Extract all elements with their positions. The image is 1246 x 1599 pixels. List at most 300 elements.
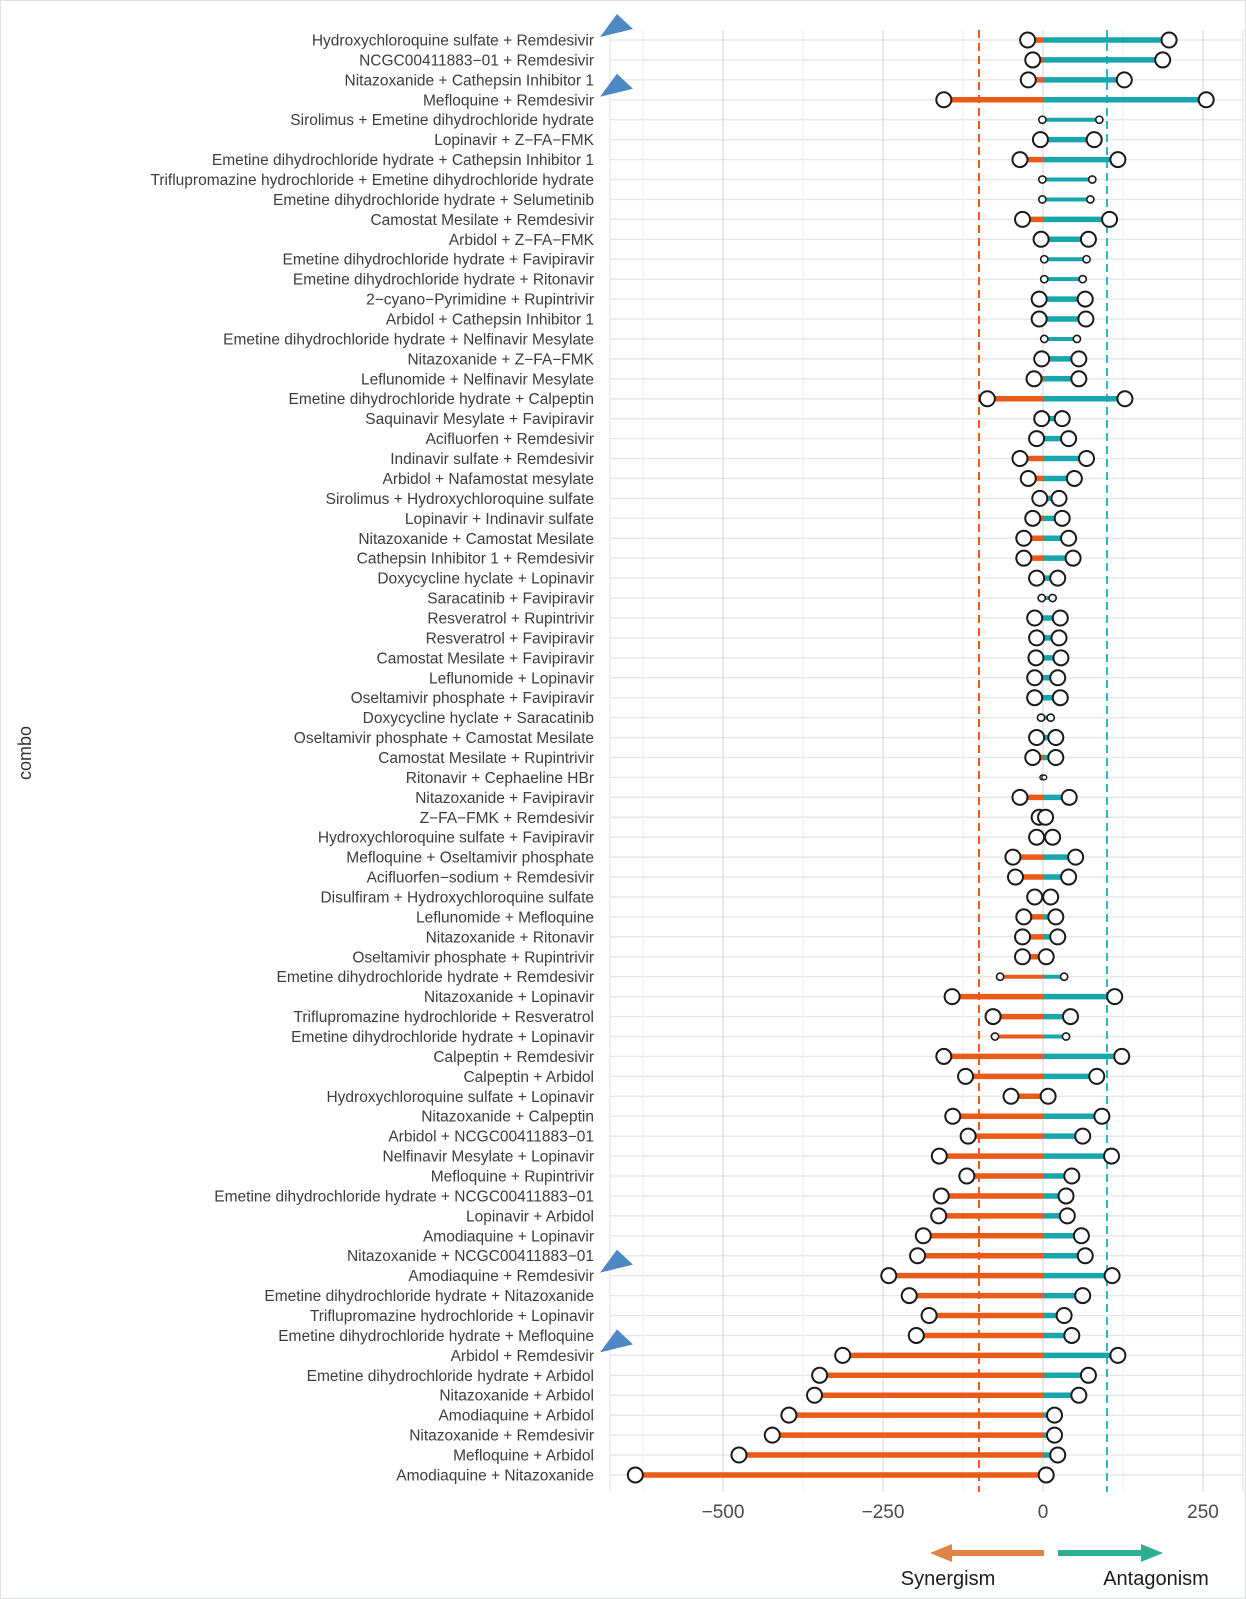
row-label: Arbidol + Z−FA−FMK xyxy=(448,231,594,249)
dumbbell-row xyxy=(881,1268,1119,1283)
row-label: Triflupromazine hydrochloride + Lopinavir xyxy=(309,1308,594,1326)
dumbbell-row xyxy=(1016,909,1063,924)
synergism-point xyxy=(1021,72,1036,87)
synergism-point xyxy=(1041,276,1048,283)
antagonism-point xyxy=(1053,690,1068,705)
row-label: Nelfinavir Mesylate + Lopinavir xyxy=(382,1148,594,1166)
row-label: NCGC00411883−01 + Remdesivir xyxy=(359,52,594,70)
antagonism-point xyxy=(1038,810,1053,825)
antagonism-point xyxy=(1075,1129,1090,1144)
synergism-point xyxy=(1027,371,1042,386)
row-label: Indinavir sulfate + Remdesivir xyxy=(390,451,594,469)
x-tick-label: 0 xyxy=(1037,1502,1049,1523)
row-label: Emetine dihydrochloride hydrate + Nitazoxanide xyxy=(264,1288,594,1306)
dumbbell-row xyxy=(1032,312,1094,327)
row-label: Nitazoxanide + Arbidol xyxy=(439,1387,594,1405)
antagonism-point xyxy=(1087,196,1094,203)
synergism-point xyxy=(1032,491,1047,506)
antagonism-point xyxy=(1078,312,1093,327)
antagonism-point xyxy=(1078,292,1093,307)
dumbbell-row xyxy=(1032,810,1053,825)
dumbbell-row xyxy=(931,1208,1075,1223)
antagonism-point xyxy=(1117,391,1132,406)
synergism-point xyxy=(1034,232,1049,247)
antagonism-point xyxy=(1064,1328,1079,1343)
row-label: Resveratrol + Rupintrivir xyxy=(427,610,594,628)
row-label: Disulfiram + Hydroxychloroquine sulfate xyxy=(320,889,594,907)
row-label: Mefloquine + Arbidol xyxy=(453,1447,594,1465)
dumbbell-row xyxy=(1025,750,1063,765)
antagonism-point xyxy=(1047,714,1054,721)
row-label: Emetine dihydrochloride hydrate + Lopinavir xyxy=(291,1029,594,1046)
row-label: Nitazoxanide + NCGC00411883−01 xyxy=(346,1248,594,1266)
dumbbell-row xyxy=(1039,196,1094,203)
dumbbell-row xyxy=(1041,335,1081,342)
synergism-point xyxy=(1034,411,1049,426)
antagonism-point xyxy=(1043,889,1058,904)
dumbbell-row xyxy=(1015,949,1054,964)
dumbbell-row xyxy=(1005,850,1083,865)
highlight-triangle-icon xyxy=(600,1329,633,1352)
antagonism-point xyxy=(1064,1169,1079,1184)
synergism-point xyxy=(1025,52,1040,67)
dumbbell-row xyxy=(1041,256,1090,263)
row-label: Emetine dihydrochloride hydrate + Mefloquine xyxy=(278,1327,594,1345)
synergism-point xyxy=(1041,335,1048,342)
dumbbell-row xyxy=(1034,411,1069,426)
antagonism-point xyxy=(1061,973,1068,980)
antagonism-point xyxy=(1078,1248,1093,1263)
row-label: Mefloquine + Rupintrivir xyxy=(430,1168,594,1186)
synergism-point xyxy=(1041,256,1048,263)
antagonism-point xyxy=(1050,571,1065,586)
dumbbell-row xyxy=(1008,870,1076,885)
dumbbell-row xyxy=(936,92,1213,107)
row-label: Ritonavir + Cephaeline HBr xyxy=(405,769,594,787)
row-label: Arbidol + NCGC00411883−01 xyxy=(388,1128,594,1146)
antagonism-point xyxy=(1048,730,1063,745)
synergism-point xyxy=(910,1248,925,1263)
row-label: Sirolimus + Hydroxychloroquine sulfate xyxy=(325,490,594,508)
dumbbell-row xyxy=(628,1467,1054,1482)
dumbbell-row xyxy=(909,1328,1080,1343)
synergism-point xyxy=(1027,889,1042,904)
highlight-markers xyxy=(600,14,633,1352)
synergism-point xyxy=(922,1308,937,1323)
synergism-point xyxy=(1025,750,1040,765)
row-label: Amodiaquine + Nitazoxanide xyxy=(396,1467,594,1485)
legend-synergism-label: Synergism xyxy=(900,1568,996,1590)
row-label: Arbidol + Nafamostat mesylate xyxy=(382,470,594,488)
row-label: Lopinavir + Arbidol xyxy=(466,1208,594,1226)
antagonism-point xyxy=(1055,511,1070,526)
synergism-point xyxy=(1015,929,1030,944)
x-axis xyxy=(702,1502,1219,1523)
synergism-point xyxy=(958,1069,973,1084)
synergism-point xyxy=(997,973,1004,980)
dumbbell-row xyxy=(932,1149,1119,1164)
synergism-point xyxy=(835,1348,850,1363)
antagonism-point xyxy=(1049,594,1056,601)
row-label: Cathepsin Inhibitor 1 + Remdesivir xyxy=(356,550,594,568)
antagonism-point xyxy=(1066,551,1081,566)
antagonism-point xyxy=(1062,790,1077,805)
antagonism-point xyxy=(1061,531,1076,546)
synergism-point xyxy=(1027,690,1042,705)
antagonism-point xyxy=(1071,1388,1086,1403)
row-label: Camostat Mesilate + Rupintrivir xyxy=(378,749,594,767)
synergism-point xyxy=(1020,33,1035,48)
synergism-point xyxy=(991,1033,998,1040)
y-axis-title: combo xyxy=(15,725,35,781)
synergism-point xyxy=(807,1388,822,1403)
synergism-point xyxy=(1012,790,1027,805)
antagonism-point xyxy=(1199,92,1214,107)
row-label: Saquinavir Mesylate + Favipiravir xyxy=(365,411,594,429)
synergism-point xyxy=(765,1428,780,1443)
row-label: Nitazoxanide + Favipiravir xyxy=(415,789,594,807)
synergism-point xyxy=(1029,630,1044,645)
highlight-triangle-icon xyxy=(600,74,633,97)
dumbbell-row xyxy=(1025,52,1170,67)
x-tick-label: 250 xyxy=(1187,1502,1219,1523)
synergism-point xyxy=(1028,650,1043,665)
row-label: Z−FA−FMK + Remdesivir xyxy=(419,809,594,827)
row-label: Mefloquine + Oseltamivir phosphate xyxy=(346,849,594,867)
antagonism-point xyxy=(1087,132,1102,147)
antagonism-point xyxy=(1071,371,1086,386)
dumbbell-row xyxy=(835,1348,1125,1363)
row-label: Camostat Mesilate + Favipiravir xyxy=(376,650,594,668)
dumbbell-row xyxy=(1041,276,1087,283)
dumbbell-row xyxy=(1029,630,1066,645)
antagonism-point xyxy=(1042,775,1047,780)
row-label: Doxycycline hyclate + Lopinavir xyxy=(377,570,594,588)
dumbbell-row xyxy=(1029,431,1076,446)
row-label: Sirolimus + Emetine dihydrochloride hydrate xyxy=(290,112,594,130)
dumbbell-row xyxy=(1027,610,1068,625)
synergism-point xyxy=(1038,594,1045,601)
synergism-point xyxy=(1039,196,1046,203)
dumbbell-row xyxy=(997,973,1068,980)
dumbbell-row xyxy=(1016,551,1080,566)
row-label: Lopinavir + Z−FA−FMK xyxy=(434,132,594,150)
antagonism-point xyxy=(1089,1069,1104,1084)
row-label: Triflupromazine hydrochloride + Emetine dihydrochloride hydrate xyxy=(150,172,594,190)
row-label: Oseltamivir phosphate + Camostat Mesilate xyxy=(293,730,594,748)
row-label: Nitazoxanide + Ritonavir xyxy=(425,929,594,947)
row-label: Emetine dihydrochloride hydrate + Remdesivir xyxy=(276,969,594,987)
antagonism-point xyxy=(1053,610,1068,625)
synergism-point xyxy=(1039,176,1046,183)
dumbbell-row xyxy=(980,391,1133,406)
dumbbell-row xyxy=(1025,511,1069,526)
dumbbell-row xyxy=(1032,292,1093,307)
antagonism-point xyxy=(1079,276,1086,283)
antagonism-point xyxy=(1081,232,1096,247)
antagonism-point xyxy=(1089,176,1096,183)
synergism-point xyxy=(1012,152,1027,167)
antagonism-point xyxy=(1047,1428,1062,1443)
synergism-point xyxy=(1032,292,1047,307)
synergism-point xyxy=(936,92,951,107)
row-label: Oseltamivir phosphate + Rupintrivir xyxy=(352,949,594,967)
dumbbell-row xyxy=(1034,351,1086,366)
antagonism-point xyxy=(1063,1009,1078,1024)
synergism-point xyxy=(931,1208,946,1223)
synergism-point xyxy=(881,1268,896,1283)
dumbbell-row xyxy=(916,1228,1089,1243)
antagonism-point xyxy=(1162,33,1177,48)
synergism-point xyxy=(980,391,995,406)
dumbbell-row xyxy=(961,1129,1091,1144)
antagonism-point xyxy=(1075,1288,1090,1303)
antagonism-point xyxy=(1039,949,1054,964)
antagonism-point xyxy=(1114,1049,1129,1064)
dumbbell-row xyxy=(1016,531,1076,546)
synergism-point xyxy=(1008,870,1023,885)
synergism-point xyxy=(945,989,960,1004)
row-label: Hydroxychloroquine sulfate + Remdesivir xyxy=(311,32,594,50)
dumbbell-row xyxy=(936,1049,1129,1064)
synergism-point xyxy=(1016,531,1031,546)
synergism-point xyxy=(1029,730,1044,745)
dumbbell-row xyxy=(910,1248,1093,1263)
synergism-point xyxy=(986,1009,1001,1024)
antagonism-point xyxy=(1104,1149,1119,1164)
antagonism-point xyxy=(1050,929,1065,944)
row-label: Amodiaquine + Arbidol xyxy=(438,1407,594,1425)
row-label: Acifluorfen + Remdesivir xyxy=(425,431,594,449)
synergism-point xyxy=(732,1448,747,1463)
dumbbell-row xyxy=(1027,670,1065,685)
synergism-point xyxy=(916,1228,931,1243)
row-label: Emetine dihydrochloride hydrate + Ritonavir xyxy=(292,271,594,289)
dumbbell-row xyxy=(1029,730,1063,745)
synergism-point xyxy=(1021,471,1036,486)
row-label: Calpeptin + Arbidol xyxy=(463,1068,594,1086)
synergism-point xyxy=(1029,571,1044,586)
dumbbell-row xyxy=(1012,790,1076,805)
synergism-point xyxy=(1005,850,1020,865)
dumbbell-row xyxy=(1027,690,1068,705)
row-label: Nitazoxanide + Camostat Mesilate xyxy=(358,530,594,548)
synergism-point xyxy=(1004,1089,1019,1104)
synergism-point xyxy=(1025,511,1040,526)
legend xyxy=(901,1544,1209,1590)
dumbbell-row xyxy=(765,1428,1062,1443)
row-label: Emetine dihydrochloride hydrate + Favipiravir xyxy=(282,251,594,269)
row-label: Emetine dihydrochloride hydrate + Calpeptin xyxy=(288,391,594,409)
dumbbell-row xyxy=(1015,212,1117,227)
row-label: Lopinavir + Indinavir sulfate xyxy=(404,510,594,528)
dumbbell-row xyxy=(922,1308,1072,1323)
dumbbell-row xyxy=(945,1109,1109,1124)
antagonism-point xyxy=(1047,1408,1062,1423)
synergism-point xyxy=(1033,132,1048,147)
row-label: Nitazoxanide + Cathepsin Inhibitor 1 xyxy=(344,72,594,90)
synergism-point xyxy=(932,1149,947,1164)
antagonism-point xyxy=(1050,1448,1065,1463)
dumbbell-row xyxy=(1012,451,1094,466)
row-label: Nitazoxanide + Calpeptin xyxy=(421,1108,594,1126)
row-label: Nitazoxanide + Remdesivir xyxy=(409,1427,594,1445)
row-label: Arbidol + Remdesivir xyxy=(450,1347,594,1365)
antagonism-point xyxy=(1107,989,1122,1004)
antagonism-point xyxy=(1039,1467,1054,1482)
dumbbell-row xyxy=(1038,594,1056,601)
row-label: Hydroxychloroquine sulfate + Favipiravir xyxy=(317,829,594,847)
dumbbell-row xyxy=(1032,491,1066,506)
antagonism-point xyxy=(1053,650,1068,665)
row-label: Doxycycline hyclate + Saracatinib xyxy=(362,710,594,728)
antagonism-point xyxy=(1048,750,1063,765)
dumbbell-row xyxy=(902,1288,1090,1303)
synergism-point xyxy=(934,1188,949,1203)
dumbbell-row xyxy=(959,1169,1079,1184)
dumbbell-row xyxy=(1021,471,1082,486)
antagonism-point xyxy=(1079,451,1094,466)
row-label: Camostat Mesilate + Remdesivir xyxy=(370,211,594,229)
antagonism-point xyxy=(1045,830,1060,845)
synergism-point xyxy=(909,1328,924,1343)
row-label: Emetine dihydrochloride hydrate + Selumetinib xyxy=(273,191,594,209)
synergism-point xyxy=(959,1169,974,1184)
dumbbell-row xyxy=(1027,371,1087,386)
row-label: Leflunomide + Lopinavir xyxy=(428,670,594,688)
row-label: Emetine dihydrochloride hydrate + Arbidol xyxy=(306,1367,594,1385)
row-label: Resveratrol + Favipiravir xyxy=(425,630,594,648)
dumbbell-chart xyxy=(1,1,1246,1599)
row-label: Mefloquine + Remdesivir xyxy=(422,92,594,110)
row-label: 2−cyano−Pyrimidine + Rupintrivir xyxy=(366,291,594,309)
antagonism-point xyxy=(1061,431,1076,446)
row-label: Triflupromazine hydrochloride + Resveratrol xyxy=(293,1009,594,1027)
synergism-point xyxy=(1037,714,1044,721)
row-label: Emetine dihydrochloride hydrate + NCGC00411883−01 xyxy=(214,1188,594,1206)
x-tick-label: −250 xyxy=(861,1502,905,1523)
synergism-point xyxy=(1016,909,1031,924)
dumbbell-row xyxy=(1021,72,1132,87)
row-label: Arbidol + Cathepsin Inhibitor 1 xyxy=(385,311,594,329)
synergism-point xyxy=(961,1129,976,1144)
dumbbell-row xyxy=(1039,176,1096,183)
dumbbell-row xyxy=(1034,232,1096,247)
dumbbell-row xyxy=(1033,132,1102,147)
dumbbell-row xyxy=(1040,775,1047,780)
row-label: Hydroxychloroquine sulfate + Lopinavir xyxy=(326,1088,594,1106)
synergism-point xyxy=(1032,312,1047,327)
dumbbell-row xyxy=(1012,152,1125,167)
antagonism-point xyxy=(1052,491,1067,506)
synergism-point xyxy=(1016,551,1031,566)
synergism-left-arrow-icon xyxy=(930,1544,1044,1562)
highlight-triangle-icon xyxy=(600,1250,633,1273)
antagonism-point xyxy=(1062,1033,1069,1040)
row-label: Nitazoxanide + Lopinavir xyxy=(423,989,594,1007)
synergism-point xyxy=(628,1467,643,1482)
antagonism-point xyxy=(1094,1109,1109,1124)
antagonism-point xyxy=(1067,471,1082,486)
antagonism-point xyxy=(1102,212,1117,227)
synergism-point xyxy=(1027,670,1042,685)
dumbbell-row xyxy=(945,989,1123,1004)
synergism-point xyxy=(812,1368,827,1383)
synergism-point xyxy=(1029,830,1044,845)
dumbbell-row xyxy=(1028,650,1068,665)
synergism-point xyxy=(936,1049,951,1064)
synergism-point xyxy=(1015,949,1030,964)
dumbbell-row xyxy=(934,1188,1074,1203)
row-label: Saracatinib + Favipiravir xyxy=(427,590,594,608)
antagonism-point xyxy=(1155,52,1170,67)
synergism-point xyxy=(1029,431,1044,446)
synergism-point xyxy=(1012,451,1027,466)
synergism-point xyxy=(781,1408,796,1423)
antagonism-right-arrow-icon xyxy=(1058,1544,1163,1562)
row-label: Leflunomide + Mefloquine xyxy=(416,909,594,927)
dumbbell-row xyxy=(1015,929,1065,944)
antagonism-point xyxy=(1055,411,1070,426)
row-label: Emetine dihydrochloride hydrate + Cathepsin Inhibitor 1 xyxy=(211,152,594,170)
antagonism-point xyxy=(1071,351,1086,366)
dumbbell-row xyxy=(781,1408,1062,1423)
dumbbell-row xyxy=(1029,571,1065,586)
dumbbell-row xyxy=(1004,1089,1056,1104)
synergism-point xyxy=(1039,116,1046,123)
synergism-point xyxy=(1027,610,1042,625)
antagonism-point xyxy=(1110,1348,1125,1363)
dumbbell-row xyxy=(1029,830,1060,845)
antagonism-point xyxy=(1050,670,1065,685)
gridlines xyxy=(610,30,1243,1492)
antagonism-point xyxy=(1052,630,1067,645)
row-label: Leflunomide + Nelfinavir Mesylate xyxy=(360,371,594,389)
dumbbell-row xyxy=(807,1388,1086,1403)
synergism-point xyxy=(945,1109,960,1124)
highlight-triangle-icon xyxy=(600,14,633,37)
x-tick-label: −500 xyxy=(701,1502,745,1523)
row-label: Acifluorfen−sodium + Remdesivir xyxy=(366,869,594,887)
antagonism-point xyxy=(1083,256,1090,263)
antagonism-point xyxy=(1081,1368,1096,1383)
row-label: Amodiaquine + Lopinavir xyxy=(422,1228,594,1246)
dumbbell-row xyxy=(1037,714,1054,721)
synergism-point xyxy=(1034,351,1049,366)
synergism-point xyxy=(1015,212,1030,227)
row-label: Calpeptin + Remdesivir xyxy=(433,1048,594,1066)
row-label: Emetine dihydrochloride hydrate + Nelfinavir Mesylate xyxy=(223,331,594,349)
antagonism-point xyxy=(1117,72,1132,87)
dumbbell-row xyxy=(991,1033,1069,1040)
antagonism-point xyxy=(1048,909,1063,924)
dumbbell-row xyxy=(812,1368,1096,1383)
antagonism-point xyxy=(1073,335,1080,342)
row-label: Amodiaquine + Remdesivir xyxy=(408,1268,594,1286)
antagonism-point xyxy=(1041,1089,1056,1104)
antagonism-point xyxy=(1068,850,1083,865)
dumbbell-row xyxy=(986,1009,1078,1024)
antagonism-point xyxy=(1110,152,1125,167)
antagonism-point xyxy=(1096,116,1103,123)
antagonism-point xyxy=(1105,1268,1120,1283)
antagonism-point xyxy=(1060,1208,1075,1223)
row-labels xyxy=(150,33,594,1485)
antagonism-point xyxy=(1061,870,1076,885)
row-label: Nitazoxanide + Z−FA−FMK xyxy=(407,351,594,369)
dumbbell-row xyxy=(732,1448,1066,1463)
antagonism-point xyxy=(1059,1188,1074,1203)
